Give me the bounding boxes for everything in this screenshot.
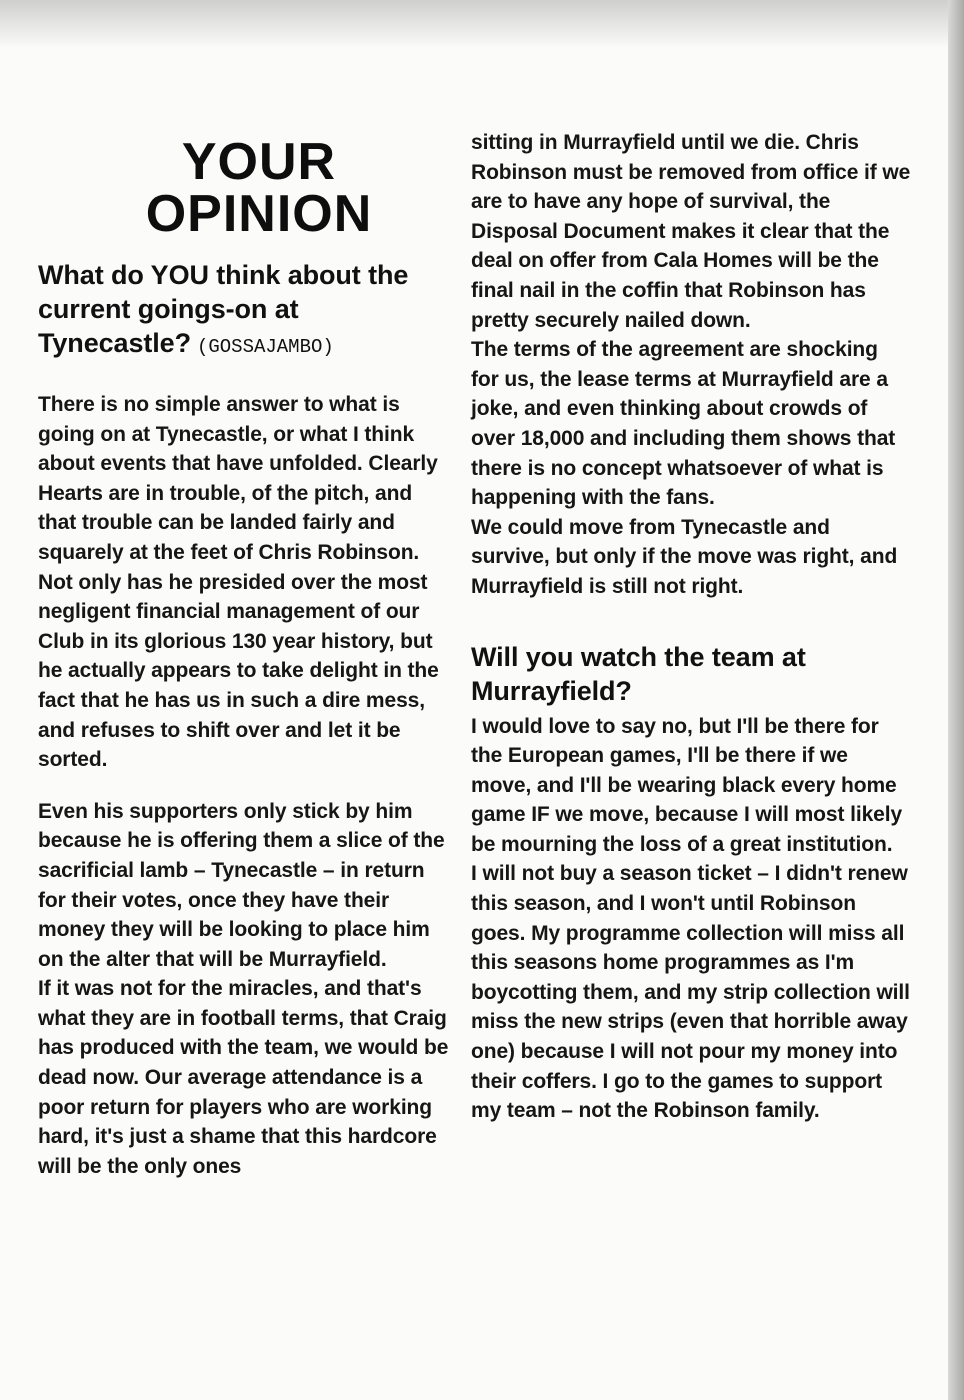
title-line-1: YOUR: [181, 133, 337, 191]
question-2-heading: Will you watch the team at Murrayfield?: [471, 641, 806, 706]
answer-2-paragraph-2: I will not buy a season ticket – I didn't renew this season, and I won't until Robinson goes. My programme collection will miss all this seasons home programmes as I'm boycotting them, and my strip collection will miss the new strips (even that horrible away one) because I will not pour my money into their coffers. I go to the games to support my team – not the Robinson family.: [471, 862, 910, 1123]
page-title: [38, 133, 450, 243]
question-1-text: What do YOU think about the current goings-on at Tynecastle?: [38, 260, 409, 358]
page-binding-edge: [948, 0, 964, 1400]
left-paragraph-3: If it was not for the miracles, and that's what they are in football terms, that Craig has produced with the team, we would be dead now. Our average attendance is a poor return for players who are working hard, it's just a shame that this hardcore will be the only ones: [38, 977, 449, 1178]
handwritten-author-note: (GOSSAJAMBO): [196, 336, 334, 358]
right-column: [471, 128, 911, 1126]
scan-shadow: [0, 0, 964, 48]
left-paragraph-2: Even his supporters only stick by him because he is offering them a slice of the sacrificial lamb – Tynecastle – in return for their votes, once they have their money they will be looking to place him on the alter that will be Murrayfield.: [38, 799, 445, 971]
title-line-2: OPINION: [145, 185, 373, 243]
right-paragraph-2: The terms of the agreement are shocking for us, the lease terms at Murrayfield are a joke, and even thinking about crowds of over 18,000 and including them shows that there is no concept whatsoever of what is happening with the fans.: [471, 338, 896, 510]
question-1-heading: [38, 258, 438, 364]
right-paragraph-3: We could move from Tynecastle and survive, but only if the move was right, and Murrayfield is still not right.: [471, 515, 898, 598]
left-column: [38, 128, 450, 1181]
right-paragraph-1: sitting in Murrayfield until we die. Chris Robinson must be removed from office if we are to have any hope of survival, the Disposal Document makes it clear that the deal on offer from Cala Homes will be the final nail in the coffin that Robinson has pretty securely nailed down.: [471, 131, 911, 332]
answer-2-paragraph-1: I would love to say no, but I'll be there for the European games, I'll be there if we move, and I'll be wearing black every home game IF we move, because I will most likely be mourning the loss of a great institution.: [471, 714, 903, 856]
left-paragraph-1: There is no simple answer to what is going on at Tynecastle, or what I think about events that have unfolded. Clearly Hearts are in trouble, of the pitch, and that trouble can be landed fairly and squarely at the feet of Chris Robinson. Not only has he presided over the most negligent financial management of our Club in its glorious 130 year history, but he actually appears to take delight in the fact that he has us in such a dire mess, and refuses to shift over and let it be sorted.: [38, 393, 439, 772]
